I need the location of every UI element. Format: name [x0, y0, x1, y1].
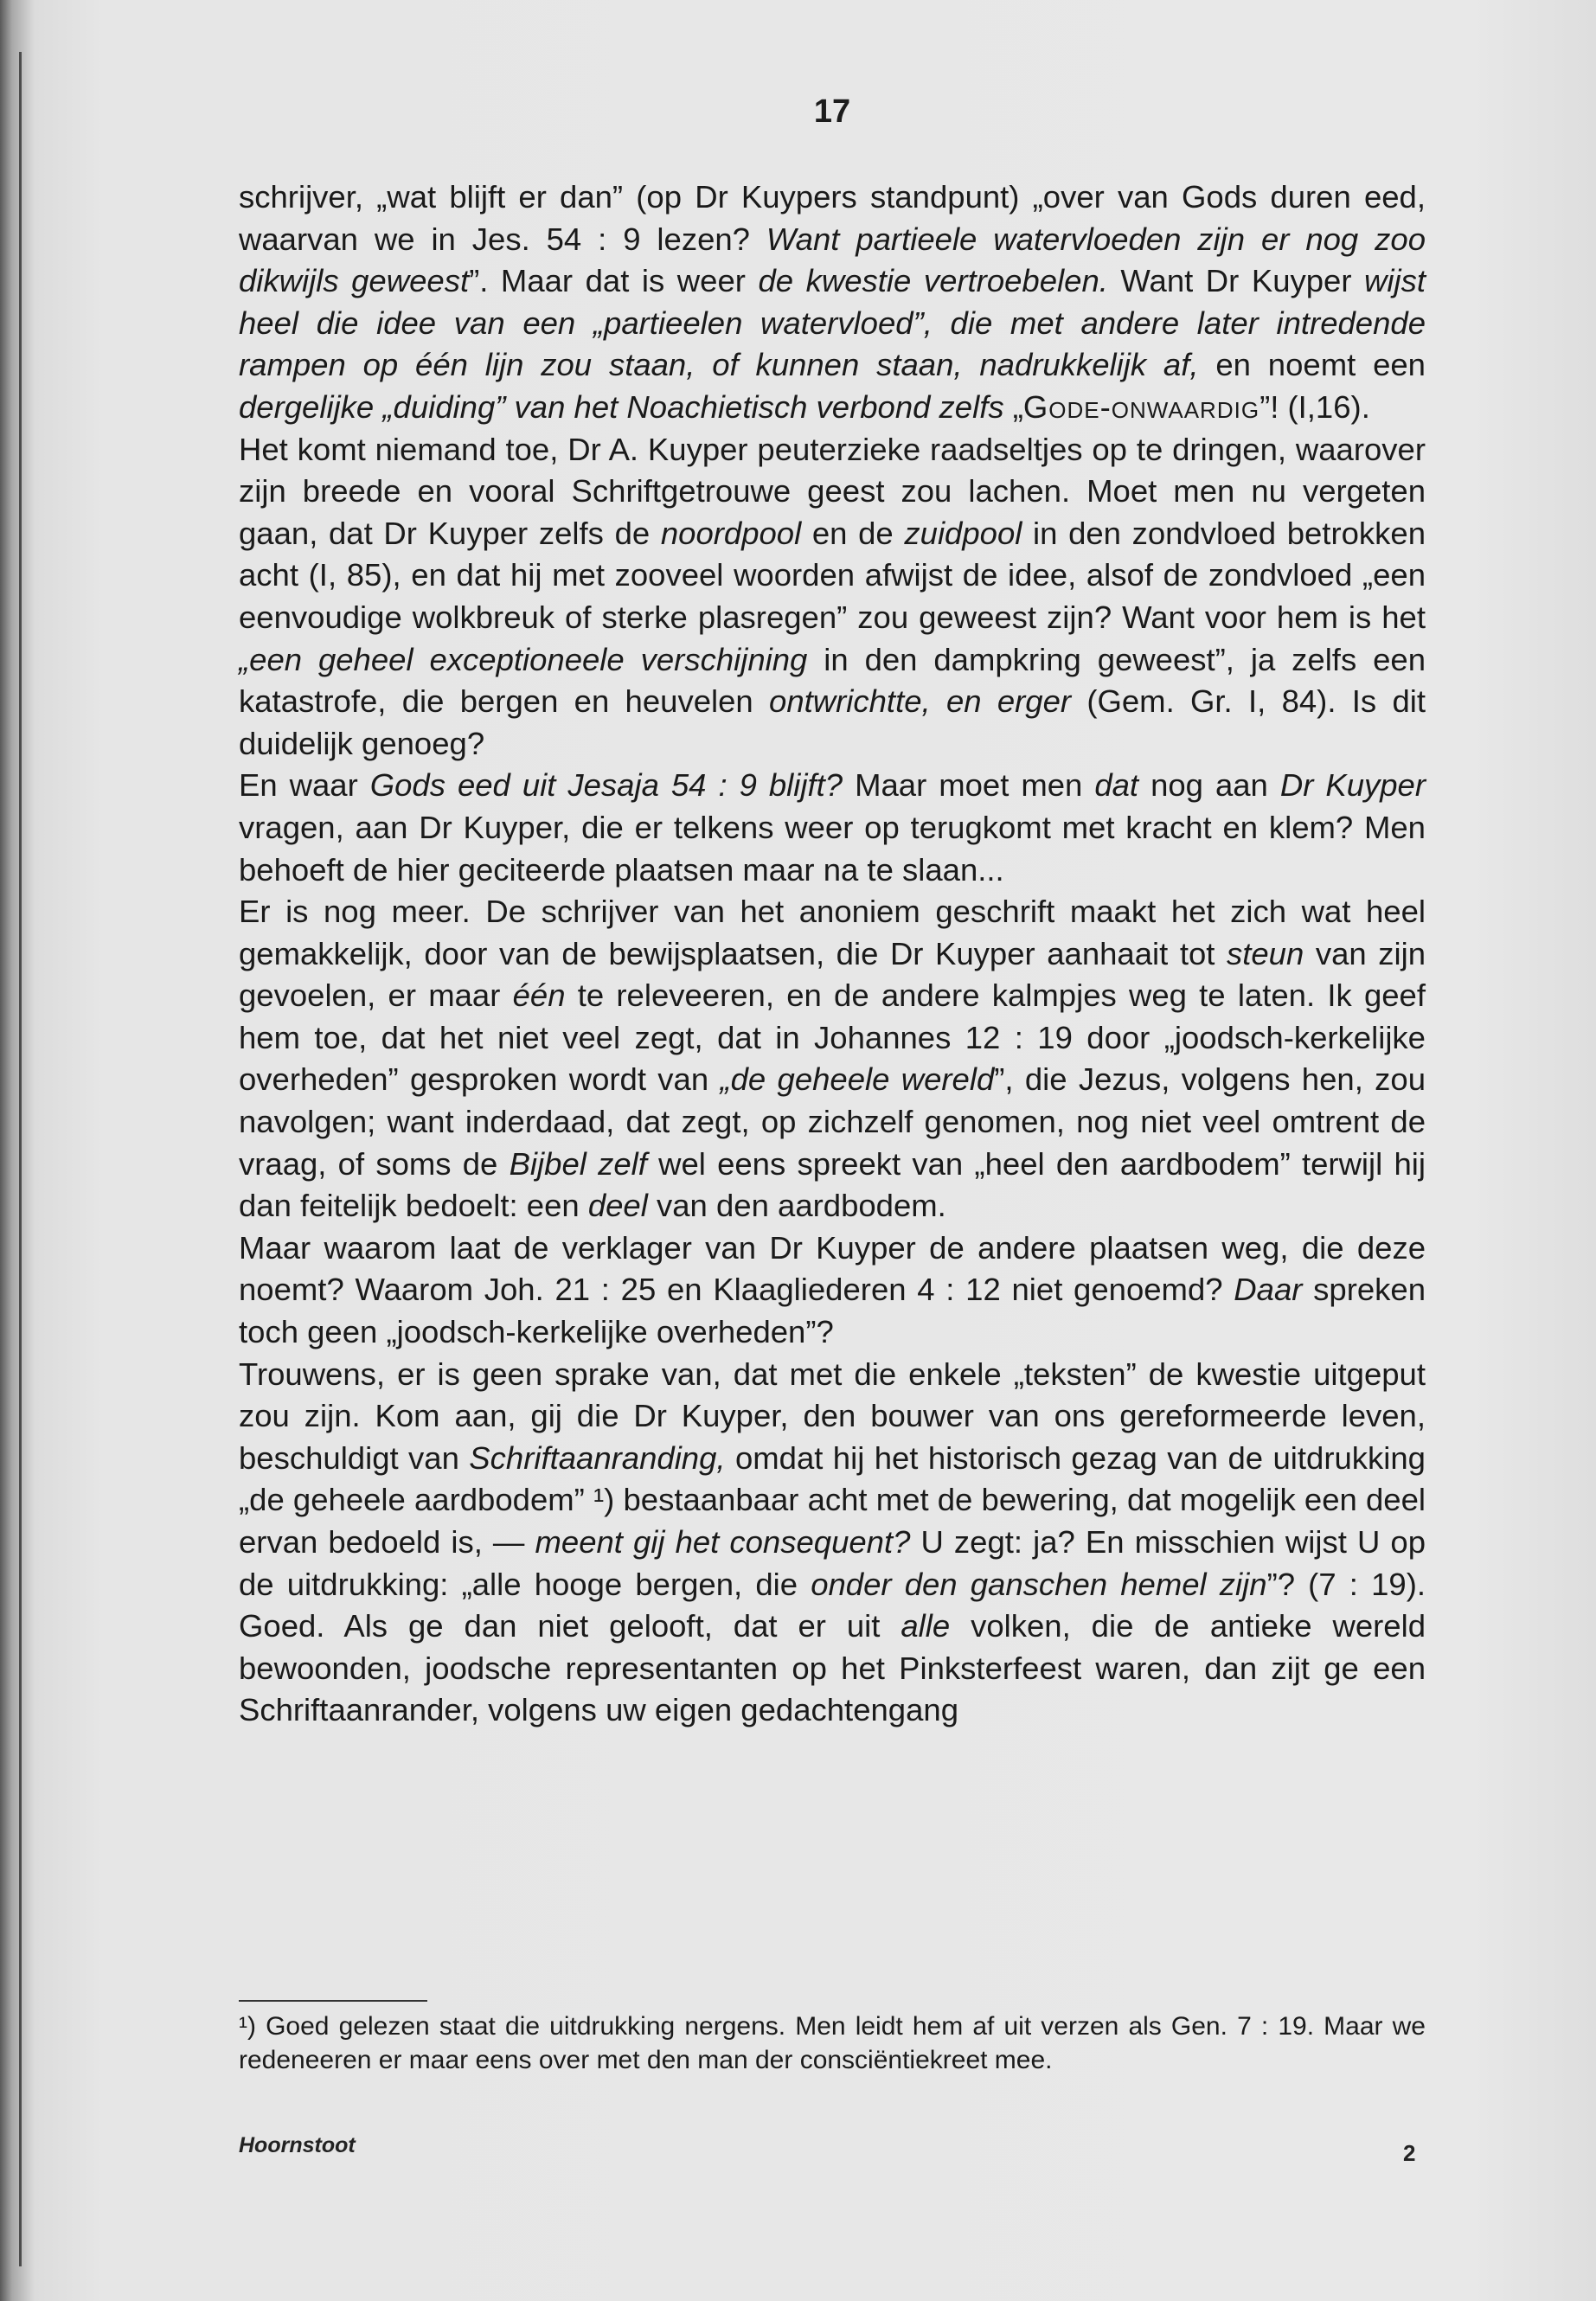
italic-run: alle: [901, 1608, 951, 1644]
text-run: ”. Maar dat is weer: [469, 263, 759, 299]
sheet-mark: 2: [1403, 2140, 1416, 2166]
text-run: van zijn gevoelen, er maar: [239, 935, 1426, 1014]
italic-run: deel: [587, 1188, 648, 1224]
italic-run: Schriftaanranding,: [469, 1439, 726, 1476]
text-run: vragen, aan Dr Kuyper, die er telkens weer op terugkomt met kracht en klem? Men behoeft de hier geciteerde plaatsen maar na te slaan...: [239, 809, 1426, 888]
binding-edge: [19, 52, 22, 2266]
italic-run: dat: [1094, 767, 1139, 804]
text-run: Maar moet men: [843, 767, 1095, 804]
text-run: te releveeren, en de andere kalmpjes weg te laten. Ik geef hem toe, dat het niet veel zegt, dat in Johannes 12 : 19 door „joodsch-kerkelijke overheden” gesproken wordt van: [239, 977, 1426, 1098]
text-run: (Gem. Gr. I, 84). Is dit duidelijk genoeg?: [239, 683, 1426, 761]
italic-run: Gods eed uit Jesaja 54 : 9 blijft?: [369, 767, 843, 804]
page-number: 17: [813, 93, 851, 130]
italic-run: meent gij het consequent?: [535, 1524, 911, 1560]
text-run: omdat hij het historisch gezag van de uitdrukking „de geheele aardbodem” ¹) bestaanbaar acht met de bewering, dat mogelijk een deel ervan bedoeld is, —: [239, 1439, 1426, 1560]
text-run: volken, die de antieke wereld bewoonden, joodsche representanten op het Pinksterfeest waren, dan zijt ge een Schriftaanrander, volgens uw eigen gedachtengang: [239, 1608, 1426, 1728]
paragraph: [239, 1354, 1426, 1732]
small-caps-run: Gode-onwaardig: [1022, 388, 1260, 425]
printer-signature: Hoornstoot: [239, 2133, 356, 2157]
italic-run: wijst heel die idee van een „partieelen watervloed”, die met andere later intredende rampen op één lijn zou staan, of kunnen staan, nadrukkelijk af,: [239, 263, 1426, 383]
text-run: spreken toch geen „joodsch-kerkelijke overheden”?: [239, 1272, 1426, 1350]
text-run: Er is nog meer. De schrijver van het anoniem geschrift maakt het zich wat heel gemakkelijk, door van de bewijsplaatsen, die Dr Kuyper aanhaait tot: [239, 894, 1426, 971]
footnote-rule: [239, 2000, 427, 2002]
text-run: en noemt een: [1198, 347, 1426, 383]
paragraph: [239, 429, 1426, 766]
text-run: U zegt: ja? En misschien wijst U op de uitdrukking: „alle hooge bergen, die: [239, 1524, 1426, 1602]
text-run: nog aan: [1138, 767, 1280, 804]
text-run: en de: [801, 515, 905, 551]
italic-run: „de geheele wereld: [720, 1061, 995, 1098]
italic-run: „een geheel exceptioneele verschijning: [239, 641, 808, 677]
italic-run: steun: [1226, 935, 1304, 971]
footnote: ¹) Goed gelezen staat die uitdrukking nergens. Men leidt hem af uit verzen als Gen. 7 : 19. Maar we redeneeren er maar eens over met den man der consciëntiekreet mee.: [239, 2012, 1426, 2074]
paragraph: [239, 765, 1426, 891]
italic-run: Dr Kuyper: [1279, 767, 1426, 804]
paragraph: [239, 891, 1426, 1227]
text-run: En waar: [239, 767, 370, 804]
italic-run: dergelijke „duiding” van het Noachietisch verbond zelfs: [239, 388, 1004, 425]
text-run: ”! (I,16).: [1259, 388, 1370, 425]
italic-run: één: [512, 977, 566, 1014]
italic-run: Want partieele watervloeden zijn er nog zoo dikwijls geweest: [239, 221, 1426, 299]
text-run: in den dampkring geweest”, ja zelfs een katastrofe, die bergen en heuvelen: [239, 641, 1426, 720]
body-text: [239, 176, 1426, 1732]
italic-run: zuidpool: [904, 515, 1022, 551]
text-run: wel eens spreekt van „heel den aardbodem” terwijl hij dan feitelijk bedoelt: een: [239, 1145, 1426, 1224]
text-run: ”? (7 : 19). Goed. Als ge dan niet gelooft, dat er uit: [239, 1566, 1426, 1644]
paragraph: [239, 1227, 1426, 1354]
text-run: Trouwens, er is geen sprake van, dat met die enkele „teksten” de kwestie uitgeput zou zijn. Kom aan, gij die Dr Kuyper, den bouwer van ons gereformeerde leven, beschuldigt van: [239, 1356, 1426, 1476]
text-run: Want Dr Kuyper: [1107, 263, 1365, 299]
text-run: ”, die Jezus, volgens hen, zou navolgen; want inderdaad, dat zegt, op zichzelf genomen, nog niet veel omtrent de vraag, of soms de: [239, 1061, 1426, 1182]
text-run: schrijver, „wat blijft er dan” (op Dr Kuypers standpunt) „over van Gods duren eed, waarvan we in Jes. 54 : 9 lezen?: [239, 179, 1426, 257]
text-run: van den aardbodem.: [647, 1188, 946, 1224]
text-run: in den zondvloed betrokken acht (I, 85), en dat hij met zooveel woorden afwijst de idee, alsof de zondvloed „een eenvoudige wolkbreuk of sterke plasregen” zou geweest zijn? Want voor hem is het: [239, 515, 1426, 635]
text-run: Het komt niemand toe, Dr A. Kuyper peuterzieke raadseltjes op te dringen, waarover zijn breede en vooral Schriftgetrouwe geest zou lachen. Moet men nu vergeten gaan, dat Dr Kuyper zelfs de: [239, 431, 1426, 551]
italic-run: onder den ganschen hemel zijn: [811, 1566, 1267, 1602]
text-run: Maar waarom laat de verklager van Dr Kuyper de andere plaatsen weg, die deze noemt? Waarom Joh. 21 : 25 en Klaagliederen 4 : 12 niet genoemd?: [239, 1229, 1426, 1308]
italic-run: de kwestie vertroebelen.: [758, 263, 1108, 299]
italic-run: ontwrichtte, en erger: [769, 683, 1072, 720]
italic-run: Bijbel zelf: [509, 1145, 647, 1182]
italic-run: noordpool: [660, 515, 802, 551]
text-run: „: [1003, 388, 1023, 425]
italic-run: Daar: [1234, 1272, 1303, 1308]
paragraph: [239, 176, 1426, 429]
